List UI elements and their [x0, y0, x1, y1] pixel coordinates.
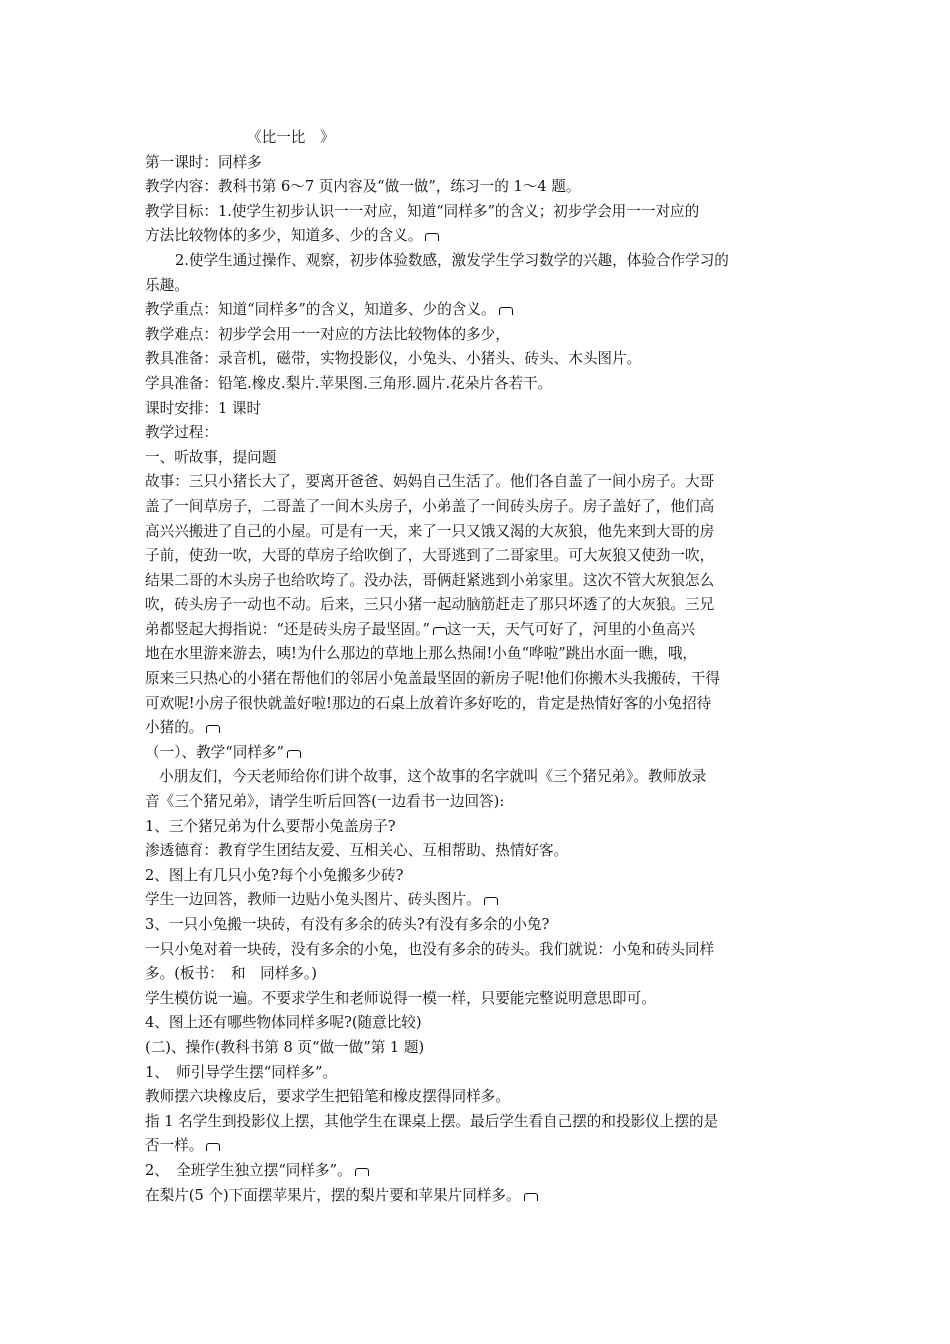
teaching-goal-line: 教学目标：1.使学生初步认识一一对应，知道“同样多”的含义；初步学会用一一对应的	[145, 202, 700, 220]
paragraph-mark-icon	[524, 1193, 538, 1201]
paragraph-mark-icon	[287, 750, 301, 758]
text-span: 弟都竖起大拇指说：“还是砖头房子最坚固。”	[145, 620, 430, 638]
teaching-goal-line: 2.使学生通过操作、观察，初步体验数感，激发学生学习数学的兴趣，体验合作学习的	[175, 251, 729, 269]
question-item: 1、三个猪兄弟为什么要帮小兔盖房子?	[145, 817, 396, 835]
story-line: 结果二哥的木头房子也给吹垮了。没办法，哥俩赶紧逃到小弟家里。这次不管大灰狼怎么	[145, 571, 715, 589]
student-materials: 学具准备：铅笔.橡皮.梨片.苹果图.三角形.圆片.花朵片各若干。	[145, 374, 553, 392]
body-line: 教师摆六块橡皮后，要求学生把铅笔和橡皮摆得同样多。	[145, 1088, 510, 1106]
teaching-process-heading: 教学过程：	[145, 424, 218, 442]
story-line	[145, 716, 810, 741]
body-line	[145, 888, 810, 913]
lesson-heading: 第一课时：同样多	[145, 153, 262, 171]
paragraph-mark-icon	[499, 307, 513, 315]
question-item: 2、图上有几只小兔?每个小兔搬多少砖?	[145, 866, 404, 884]
step-item	[145, 1159, 810, 1184]
paragraph-mark-icon	[355, 1168, 369, 1176]
story-line: 故事：三只小猪长大了，要离开爸爸、妈妈自己生活了。他们各自盖了一间小房子。大哥	[145, 473, 715, 491]
teaching-goal-line	[145, 224, 810, 249]
section-heading: 一、听故事，提问题	[145, 448, 277, 466]
body-line: 渗透德育：教育学生团结友爱、互相关心、互相帮助、热情好客。	[145, 842, 569, 860]
story-line: 高兴兴搬进了自己的小屋。可是有一天，来了一只又饿又渴的大灰狼，他先来到大哥的房	[145, 522, 715, 540]
text-span: 在梨片(5 个)下面摆苹果片，摆的梨片要和苹果片同样多。	[145, 1186, 521, 1204]
text-span: 方法比较物体的多少，知道多、少的含义。	[145, 227, 423, 245]
story-line	[145, 618, 810, 643]
body-line: 小朋友们，今天老师给你们讲个故事，这个故事的名字就叫《三个猪兄弟》。教师放录	[159, 768, 707, 786]
body-line: 学生模仿说一遍。不要求学生和老师说得一模一样，只要能完整说明意思即可。	[145, 989, 656, 1007]
body-line: 指 1 名学生到投影仪上摆，其他学生在课桌上摆。最后学生看自己摆的和投影仪上摆的是	[145, 1112, 719, 1130]
body-line	[145, 1184, 810, 1209]
question-item: 4、图上还有哪些物体同样多呢?(随意比较)	[145, 1014, 422, 1032]
paragraph-mark-icon	[425, 233, 439, 241]
body-line: 音《三个猪兄弟》，请学生听后回答(一边看书一边回答):	[145, 793, 505, 811]
paragraph-mark-icon	[433, 627, 447, 635]
lesson-schedule: 课时安排：1 课时	[145, 399, 262, 417]
subsection-heading: (二)、操作(教科书第 8 页“做一做”第 1 题)	[145, 1038, 425, 1056]
body-line: 多。(板书： 和 同样多。)	[145, 965, 317, 983]
paragraph-mark-icon	[206, 1143, 220, 1151]
story-line: 盖了一间草房子，二哥盖了一间木头房子，小弟盖了一间砖头房子。房子盖好了，他们高	[145, 497, 715, 515]
teaching-aids: 教具准备：录音机，磁带，实物投影仪，小兔头、小猪头、砖头、木头图片。	[145, 350, 642, 368]
teaching-content: 教学内容：教科书第 6～7 页内容及“做一做”，练习一的 1～4 题。	[145, 178, 581, 196]
paragraph-mark-icon	[206, 725, 220, 733]
text-span: 2、 全班学生独立摆“同样多”。	[145, 1161, 352, 1179]
story-line: 原来三只热心的小猪在帮他们的邻居小兔盖最坚固的新房子呢!他们你搬木头我搬砖，干得	[145, 670, 721, 688]
teaching-key-point	[145, 298, 810, 323]
story-line: 吹，砖头房子一动也不动。后来，三只小猪一起动脑筋赶走了那只坏透了的大灰狼。三兄	[145, 596, 715, 614]
text-span: 教学重点：知道“同样多”的含义，知道多、少的含义。	[145, 301, 496, 319]
document-title: 《比一比 》	[247, 129, 335, 146]
step-item: 1、 师引导学生摆“同样多”。	[145, 1063, 338, 1081]
document-body	[145, 126, 810, 1208]
text-span: 小猪的。	[145, 719, 204, 737]
teaching-difficulty: 教学难点：初步学会用一一对应的方法比较物体的多少，	[145, 325, 510, 343]
teaching-goal-line: 乐趣。	[145, 276, 189, 294]
text-span: 这一天，天气可好了，河里的小鱼高兴	[446, 620, 696, 638]
text-span: 学生一边回答，教师一边贴小兔头图片、砖头图片。	[145, 891, 481, 909]
body-line: 一只小兔对着一块砖，没有多余的小兔，也没有多余的砖头。我们就说：小兔和砖头同样	[145, 940, 715, 958]
question-item: 3、一只小兔搬一块砖，有没有多余的砖头?有没有多余的小兔?	[145, 916, 550, 933]
story-line: 子前，使劲一吹，大哥的草房子给吹倒了，大哥逃到了二哥家里。可大灰狼又使劲一吹，	[145, 547, 715, 565]
text-span: 否一样。	[145, 1137, 204, 1155]
subsection-heading	[145, 741, 810, 766]
story-line: 地在水里游来游去，咦!为什么那边的草地上那么热闹!小鱼“哗啦”跳出水面一瞧，哦，	[145, 645, 698, 663]
body-line	[145, 1134, 810, 1159]
story-line: 可欢呢!小房子很快就盖好啦!那边的石桌上放着许多好吃的，肯定是热情好客的小兔招待	[145, 694, 712, 712]
paragraph-mark-icon	[484, 897, 498, 905]
text-span: （一）、教学“同样多”	[145, 743, 284, 761]
